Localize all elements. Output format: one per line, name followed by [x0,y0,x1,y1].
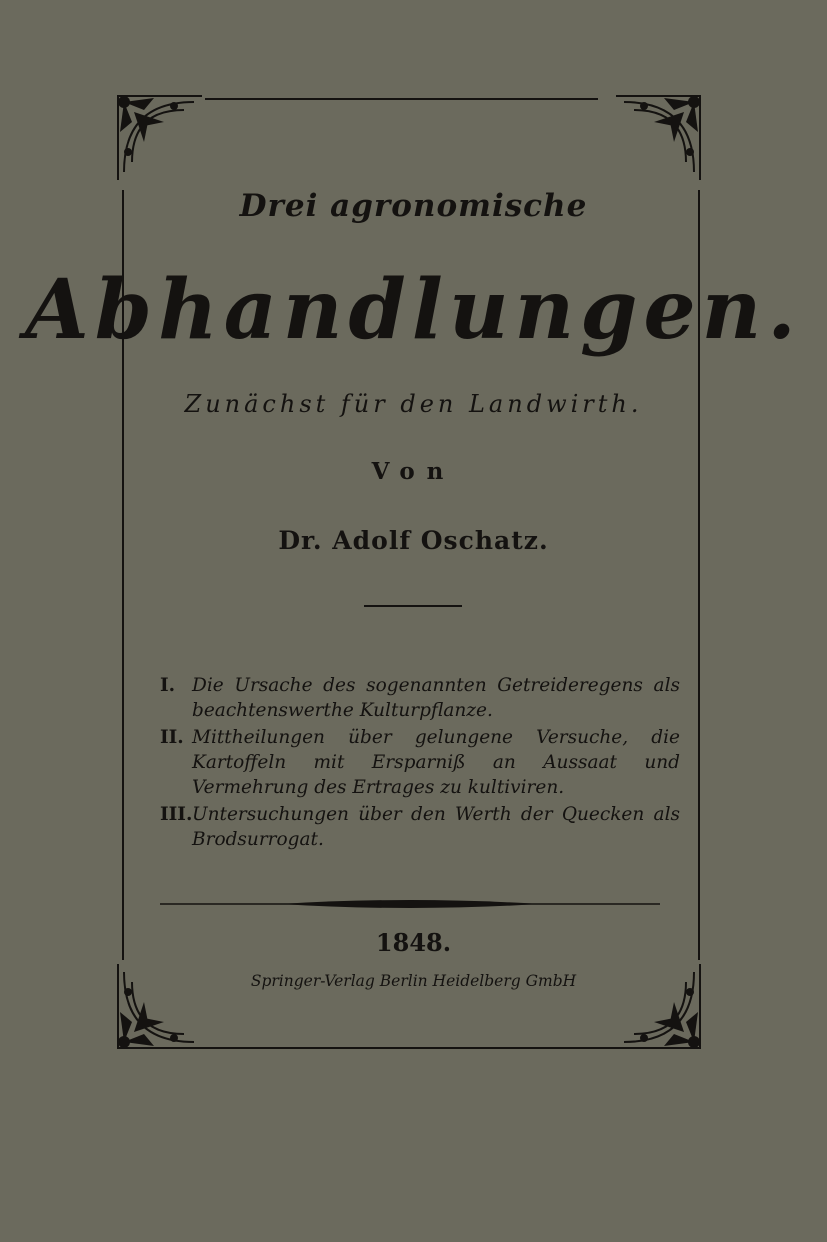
frame-top-rule [205,98,598,100]
ornament-top-left-icon [114,92,206,184]
contents-text: Mittheilungen über gelungene Versuche, die Kartoffeln mit Ersparniß an Aussaat und Vermehrung des Ertrages zu kultiviren. [192,727,680,798]
main-title: Abhandlungen. [25,262,802,358]
publisher-line: Springer-Verlag Berlin Heidelberg GmbH [250,972,577,990]
contents-list [160,673,680,854]
contents-text: Die Ursache des sogenannten Getreideregens als beachtenswerthe Kulturpflanze. [192,675,680,721]
contents-numeral: I. [160,675,176,696]
tagline: Zunächst für den Landwirth. [184,390,643,418]
contents-numeral: II. [160,727,184,748]
short-divider [364,605,462,607]
publication-year: 1848. [375,928,452,957]
contents-item [160,725,680,800]
contents-numeral: III. [160,804,193,825]
subtitle-top: Drei agronomische [239,188,588,224]
ornamental-rule [160,898,660,910]
contents-text: Untersuchungen über den Werth der Quecken als Brodsurrogat. [192,804,680,850]
frame-bottom-rule [170,1047,620,1049]
contents-item [160,802,680,852]
by-label: Von [371,458,456,485]
ornament-top-right-icon [612,92,704,184]
author-name: Dr. Adolf Oschatz. [278,526,549,555]
contents-item [160,673,680,723]
